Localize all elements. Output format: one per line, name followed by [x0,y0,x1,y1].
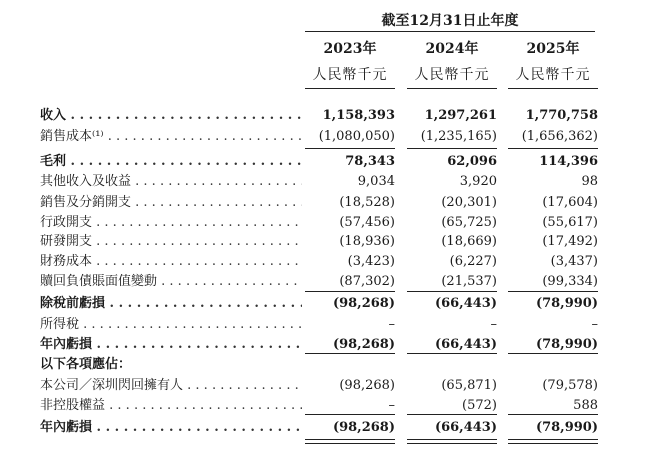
row-label: 毛利 . . . [40,152,302,172]
row-value: – [490,317,497,332]
row-value: (17,604) [542,195,598,210]
row-value: 114,396 [539,154,598,169]
row-label: 銷售成本⁽¹⁾ . . . [40,127,302,147]
row-value: (65,871) [441,378,497,393]
row-value: – [388,317,395,332]
subtotal-rule [407,353,497,354]
table-row [0,272,650,292]
row-value: (55,617) [542,215,598,230]
period-heading: 截至12月31日止年度 [381,13,519,29]
row-value: 62,096 [447,154,497,169]
row-label: 除稅前虧損 . . . [40,294,302,314]
row-value: (78,990) [535,420,598,435]
row-value: 1,297,261 [424,108,497,123]
row-value: (3,423) [347,254,395,269]
subtotal-rule [508,414,598,415]
table-row [0,294,650,314]
subtotal-rule [508,353,598,354]
row-value: (66,443) [434,296,497,311]
row-value: (1,080,050) [318,129,395,144]
row-label: 研發開支 . . . [40,232,302,252]
row-value: 78,343 [345,154,395,169]
row-value: (1,235,165) [420,129,497,144]
row-value: (98,268) [332,420,395,435]
row-value: (78,990) [535,296,598,311]
row-label: 以下各項應佔： [40,357,132,372]
table-row [0,152,650,172]
row-value: (57,456) [339,215,395,230]
row-value: 588 [573,398,598,413]
row-value: (21,537) [441,274,497,289]
subtotal-rule [508,148,598,149]
table-row [0,315,650,335]
row-label: 年內虧損 . . . [40,335,302,355]
total-double-rule [407,439,497,444]
year-header-2025: 2025年 [526,41,580,57]
row-label: 所得稅 . . . [40,315,302,335]
period-rule [305,31,595,32]
table-row [0,376,650,396]
header-rule [407,88,497,89]
table-row [0,396,650,416]
row-value: 3,920 [459,174,497,189]
table-row [0,193,650,213]
header-rule [305,88,395,89]
table-row [0,172,650,192]
unit-header-2024: 人民幣千元 [414,67,490,83]
row-label: 財務成本 . . . [40,252,302,272]
subtotal-rule [305,148,395,149]
subtotal-rule [407,414,497,415]
row-value: (572) [462,398,497,413]
row-value: (79,578) [542,378,598,393]
row-value: 1,770,758 [525,108,598,123]
row-value: 1,158,393 [322,108,395,123]
row-value: (98,268) [332,337,395,352]
row-value: (99,334) [542,274,598,289]
subtotal-rule [305,291,395,292]
row-label: 贖回負債賬面值變動 . . . [40,272,302,292]
row-value: (66,443) [434,420,497,435]
table-row [0,335,650,355]
year-header-2024: 2024年 [425,41,479,57]
row-value: (18,936) [339,234,395,249]
table-row [0,213,650,233]
row-value: (20,301) [441,195,497,210]
subtotal-rule [407,148,497,149]
subtotal-rule [305,414,395,415]
total-double-rule [508,439,598,444]
row-label: 行政開支 . . . [40,213,302,233]
row-label: 年內虧損 . . . [40,418,302,438]
row-value: (65,725) [441,215,497,230]
row-value: (17,492) [542,234,598,249]
row-label: 收入 . . . [40,106,302,126]
subtotal-rule [305,353,395,354]
year-header-2023: 2023年 [323,41,377,57]
row-value: 9,034 [357,174,395,189]
row-label: 非控股權益 . . . [40,396,302,416]
row-value: (1,656,362) [521,129,598,144]
table-row [0,232,650,252]
row-value: – [388,398,395,413]
row-value: – [591,317,598,332]
unit-header-2023: 人民幣千元 [312,67,388,83]
row-value: 98 [581,174,598,189]
row-value: (3,437) [550,254,598,269]
row-label: 其他收入及收益 . . . [40,172,302,192]
row-value: (87,302) [339,274,395,289]
table-row [0,355,650,375]
row-value: (98,268) [332,296,395,311]
unit-header-2025: 人民幣千元 [515,67,591,83]
subtotal-rule [407,291,497,292]
row-value: (18,528) [339,195,395,210]
row-label: 本公司／深圳閃回擁有人 . . . [40,376,302,396]
row-value: (98,268) [339,378,395,393]
row-label: 銷售及分銷開支 . . . [40,193,302,213]
table-row [0,106,650,126]
total-double-rule [305,439,395,444]
table-row [0,252,650,272]
row-value: (18,669) [441,234,497,249]
subtotal-rule [508,291,598,292]
row-value: (78,990) [535,337,598,352]
row-value: (66,443) [434,337,497,352]
row-value: (6,227) [449,254,497,269]
table-row [0,127,650,147]
table-row [0,418,650,438]
header-rule [508,88,598,89]
